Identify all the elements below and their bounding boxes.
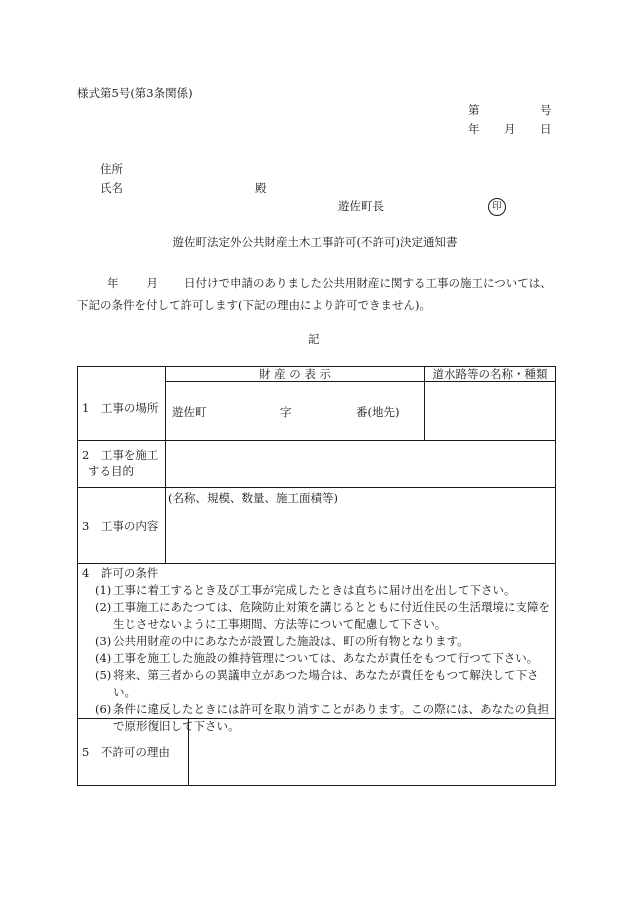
location-aza: 字 — [280, 405, 292, 419]
issuer-title: 遊佐町長 — [338, 199, 384, 213]
location-ban: 番(地先) — [356, 405, 400, 419]
form-number: 様式第5号(第3条関係) — [77, 86, 193, 100]
row3-hint: (名称、規模、数量、施工面積等) — [168, 491, 338, 505]
condition-item: (3) 公共用財産の中にあなたが設置した施設は、町の所有物となります。 — [95, 634, 469, 648]
body-month: 月 — [146, 276, 158, 290]
honorific: 殿 — [255, 181, 267, 195]
body-year: 年 — [107, 276, 119, 290]
conditions-list — [82, 582, 552, 735]
location-town: 遊佐町 — [172, 405, 207, 419]
row1-label: 1 工事の場所 — [82, 401, 159, 415]
row5-label: 5 不許可の理由 — [82, 745, 170, 759]
ki-mark: 記 — [308, 332, 320, 346]
property-header: 財 産 の 表 示 — [258, 367, 332, 381]
row2-label-line2: する目的 — [88, 464, 134, 478]
condition-item: (6) 条件に違反したときには許可を取り消すことがあります。この際には、あなたの負担で原形復旧して下さい。 — [95, 702, 550, 733]
document-number-suffix: 号 — [540, 103, 552, 117]
row2-label-line1: 2 工事を施工 — [82, 448, 159, 462]
condition-item: (5) 将来、第三者からの異議申立があつた場合は、あなたが責任をもつて解決して下さい。 — [95, 668, 539, 699]
document-number-prefix: 第 — [468, 103, 480, 117]
row3-label: 3 工事の内容 — [82, 519, 159, 533]
document-title: 遊佐町法定外公共財産土木工事許可(不許可)決定通知書 — [172, 235, 458, 249]
condition-item: (1) 工事に着工するとき及び工事が完成したときは直ちに届け出を出して下さい。 — [95, 583, 516, 597]
address-label: 住所 — [100, 162, 123, 176]
name-label: 氏名 — [100, 181, 123, 195]
condition-item: (4) 工事を施工した施設の維持管理については、あなたが責任をもつて行つて下さい。 — [95, 651, 539, 665]
date-day-label: 日 — [540, 122, 552, 136]
body-text: 日付けで申請のありました公共用財産に関する工事の施工については、下記の条件を付して許可します(下記の理由により許可できません)。 — [77, 276, 552, 312]
row4-label: 4 許可の条件 — [82, 566, 159, 580]
road-header: 道水路等の名称・種類 — [432, 367, 548, 381]
date-year-label: 年 — [468, 122, 480, 136]
condition-item: (2) 工事施工にあたつては、危険防止対策を講じるとともに付近住民の生活環境に支障を生じさせないように工事期間、方法等について配慮して下さい。 — [95, 600, 550, 631]
seal-mark: 印 — [488, 198, 506, 216]
notice-paragraph — [77, 272, 557, 316]
date-month-label: 月 — [504, 122, 516, 136]
